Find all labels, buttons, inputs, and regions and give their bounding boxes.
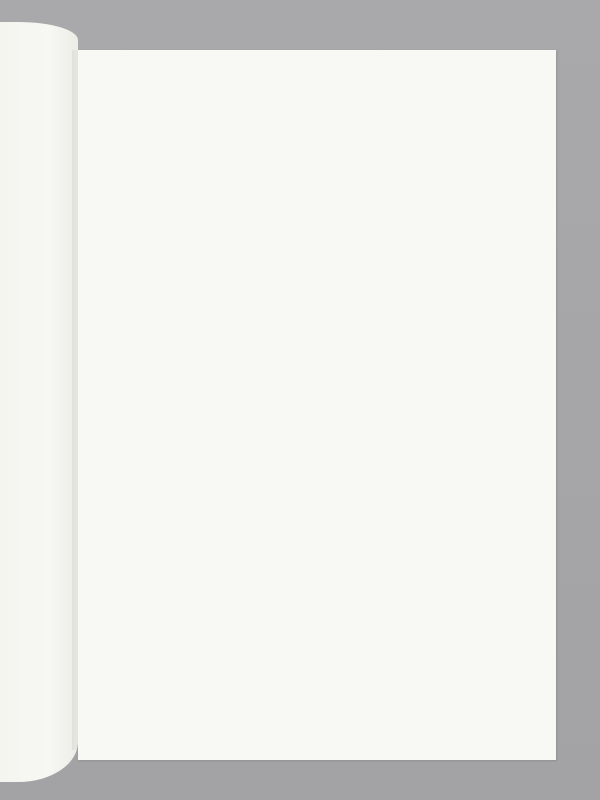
left-page — [0, 22, 78, 782]
right-page — [78, 50, 556, 760]
